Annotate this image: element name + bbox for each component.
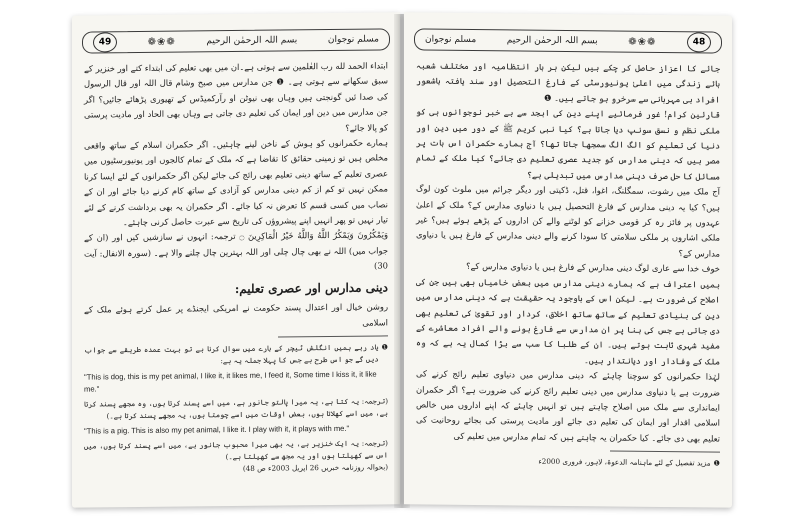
quote-translation: (ترجمہ: یہ ایک خنزیر ہے، یہ بھی میرا محبوب جانور ہے، میں اسے پسند کرتا ہوں، میں اس سے کھیلتا ہوں اور یہ مجھ سے کھیلتا ہے۔) xyxy=(84,438,388,462)
footnote-text: یاد رہے ہمیں انگلش ٹیچر کے بارے میں سوال کرنا ہے تو بہت عمدہ طریقے سے جواب دیں گے جو اس طرح ہے جس کا پہلا جملہ یہ ہے: xyxy=(84,342,379,366)
header-bismillah: بسم اللہ الرحمٰن الرحیم xyxy=(506,35,598,47)
left-page xyxy=(72,12,400,507)
english-quote: "This is dog, this is my pet animal, I like it, it likes me, I feed it, Some time I kiss it, it like me." xyxy=(84,369,377,394)
paragraph: روشن خیال اور اعتدال پسند حکومت نے امریکی ایجنڈے پر عمل کرتے ہوئے ملک کے اسلامی xyxy=(84,301,388,328)
english-quote: "This is a pig. This is also my pet animal, I like it. I play with it, it plays with me." xyxy=(84,423,350,436)
open-book xyxy=(72,14,732,514)
header-bismillah: بسم اللہ الرحمٰن الرحیم xyxy=(206,35,298,47)
paragraph: خوف خدا سے عاری لوگ دینی مدارس کے فارغ ہیں یا دنیاوی مدارس کے؟ xyxy=(466,261,720,274)
paragraph: لہٰذا حکمرانوں کو سوچنا چاہئے کہ دینی مدارس میں دنیاوی تعلیم رائج کرنے کی ضرورت ہے یا دنیاوی مدارس میں دینی تعلیم رائج کرنے کی ضرورت ہے؟ اگر حکمران ایمانداری سے ملک میں اصلاح چاہتے ہیں تو انہیں چاہئے کہ اپنے اداروں میں خالص اسلامی اقدار اور ایمان کی تعلیم دی جائے اور مادیت پرستی کی بجائے روحانیت کی تعلیم بھی دی جائے۔ کیا حکمران یہ چاہتے ہیں کہ تمام مدارس میں تعلیم کی xyxy=(416,368,720,444)
paragraph: وَيَمْكُرُونَ وَيَمْكُرُ اللَّهُ وَاللَّهُ خَيْرُ الْمَاكِرِينَ ۝ ترجمہ: انہوں نے سازشیں کیں اور (ان کے جواب میں) اللہ نے بھی چال چلی اور اللہ بہترین چال چلنے والا ہے۔ (سورہ الانفال: آیت 30) xyxy=(84,229,388,271)
footnote-divider xyxy=(278,335,388,337)
section-heading: دینی مدارس اور عصری تعلیم: xyxy=(234,280,388,296)
footnote xyxy=(416,455,720,470)
page-number: 48 xyxy=(687,32,711,52)
footnote-divider xyxy=(610,451,720,453)
citation: (بحوالہ روزنامہ خبریں 26 اپریل 2003ء ص 48) xyxy=(242,462,388,473)
footnote-text: مزید تفصیل کے لئے ماہنامہ الدعوۃ، لاہور، فروری 2000ء xyxy=(538,456,711,468)
page-header xyxy=(414,28,722,53)
ornament-icon: ❁❀❁ xyxy=(147,36,176,48)
footnote xyxy=(84,341,388,368)
paragraph: جائے کا اعزاز حاصل کر چکے ہیں لیکن ہر بار انتظامیہ اور مختلف شعبہ ہائے زندگی میں اعلیٰ یونیورسٹی کے فارغ التحصیل اور سند یافتہ باشعور افراد ہی مہربانی سے سرخرو ہو جاتے ہیں۔ ❶ xyxy=(416,60,720,105)
ornament-icon: ❁❀❁ xyxy=(628,36,657,48)
page-body xyxy=(416,58,720,497)
paragraph: ہمیں اعتراف ہے کہ ہمارے دینی مدارس میں بعض خامیاں بھی ہیں جن کی اصلاح کی ضرورت ہے۔ لیکن اس کے باوجود یہ حقیقت ہے کہ دینی مدارس میں دین کی بنیادی تعلیم کے ساتھ ساتھ اخلاق، کردار اور تقویٰ کی تعلیم بھی دی جاتی ہے جس کی بنا پر ان مدارس سے فارغ ہونے والے افراد معاشرے کے مفید شہری ثابت ہوتے ہیں۔ ان کے طلبا کا سب سے بڑا کمال یہ ہے کہ وہ ملک کے وفادار اور دیانتدار ہیں۔ xyxy=(416,276,720,367)
paragraph: ابتداء الحمد لله رب العٰلمين سے ہوتی ہے۔ان میں بھی تعلیم کی ابتداء کتے اور خنزیر کے سبق سکھانے سے ہوتی ہے۔ ❶ جن مدارس میں صبح وشام قال اللہ اور قال الرسول کی صدا ئیں گونجتی ہیں وہاں بھی نیوٹن او رآرکمیڈس کے تھیوری پڑھائے جائیں؟ اگر جن مدارس میں دین اور ایمان کی تعلیم دی جاتی ہے وہاں بھی الحاد اور مادیت پرستی کو پالا جائے؟ xyxy=(84,60,388,133)
page-number: 49 xyxy=(93,32,117,52)
footnote-marker: ❶ xyxy=(381,342,388,352)
paragraph: قارئین کرام! غور فرمائیے اپنے دین کی ابجد سے بے خبر نوجوانوں ہی کو ملکی نظم و نسق سونپ دیا جاتا ہے؟ کیا نبی کریم ﷺ کے دور میں دین اور دنیا کی تعلیم کو الگ الگ سمجھا جاتا تھا؟ آج ہمارے حکمران اس بات پر مصر ہیں کہ دینی مدارس کو جدید عصری تعلیم دی جائے؟ کیا ملک کے تمام مسائل کا حل صرف دینی مدارس میں تبدیلی ہے؟ xyxy=(416,106,720,182)
paragraph: آج ملک میں رشوت، سمگلنگ، اغوا، قتل، ڈکیتی اور دیگر جرائم میں ملوث کون لوگ ہیں؟ کیا یہ دینی مدارس کے فارغ التحصیل ہیں یا دنیاوی مدارس کے؟ ملک کے اعلیٰ عہدوں پر فائز رہ کر قومی خزانے کو لوٹنے والے کن اداروں کے پڑھے ہوئے ہیں؟ غیر ملکی اشاروں پر ملکی سلامتی کا سودا کرنے والے دینی مدارس کے فارغ ہیں یا دنیاوی مدارس کے؟ xyxy=(416,183,720,259)
quote-translation: (ترجمہ: یہ کتا ہے، یہ میرا پالتو جانور ہے، میں اسے پسند کرتا ہوں، وہ مجھے پسند کرتا ہے، میں اسے کھلاتا ہوں، بعض اوقات میں اسے چومتا ہوں، یہ مجھے پسند کرتا ہے۔) xyxy=(84,396,388,421)
footnote-marker: ❶ xyxy=(713,458,720,468)
header-title: مسلم نوجوان xyxy=(327,34,379,46)
header-title: مسلم نوجوان xyxy=(425,34,477,46)
page-header xyxy=(82,28,390,53)
page-body xyxy=(84,58,388,497)
right-page xyxy=(404,12,732,507)
paragraph: ہمارے حکمرانوں کو ہوش کے ناخن لینے چاہئیں۔ اگر حکمران اسلام کے ساتھ واقعی مخلص ہیں تو زمینی حقائق کا تقاضا ہے کہ ملک کے تمام کالجوں اور یونیورسٹیوں میں عصری تعلیم کے ساتھ دینی تعلیم بھی رائج کی جائے لیکن اگر حکمرانوں کے لئے ایسا کرنا ممکن نہیں تو کم از کم دینی مدارس کو آزادی کے ساتھ کام کرنے دیا جائے اور ان کے نصاب میں کسی قسم کا تعرض نہ کیا جائے۔ اگر حکمران یہ بھی برداشت کرنے کے لئے تیار نہیں تو پھر انہیں اپنے پیشروؤں کی تاریخ سے عبرت حاصل کرنی چاہئے۔ xyxy=(84,137,388,228)
